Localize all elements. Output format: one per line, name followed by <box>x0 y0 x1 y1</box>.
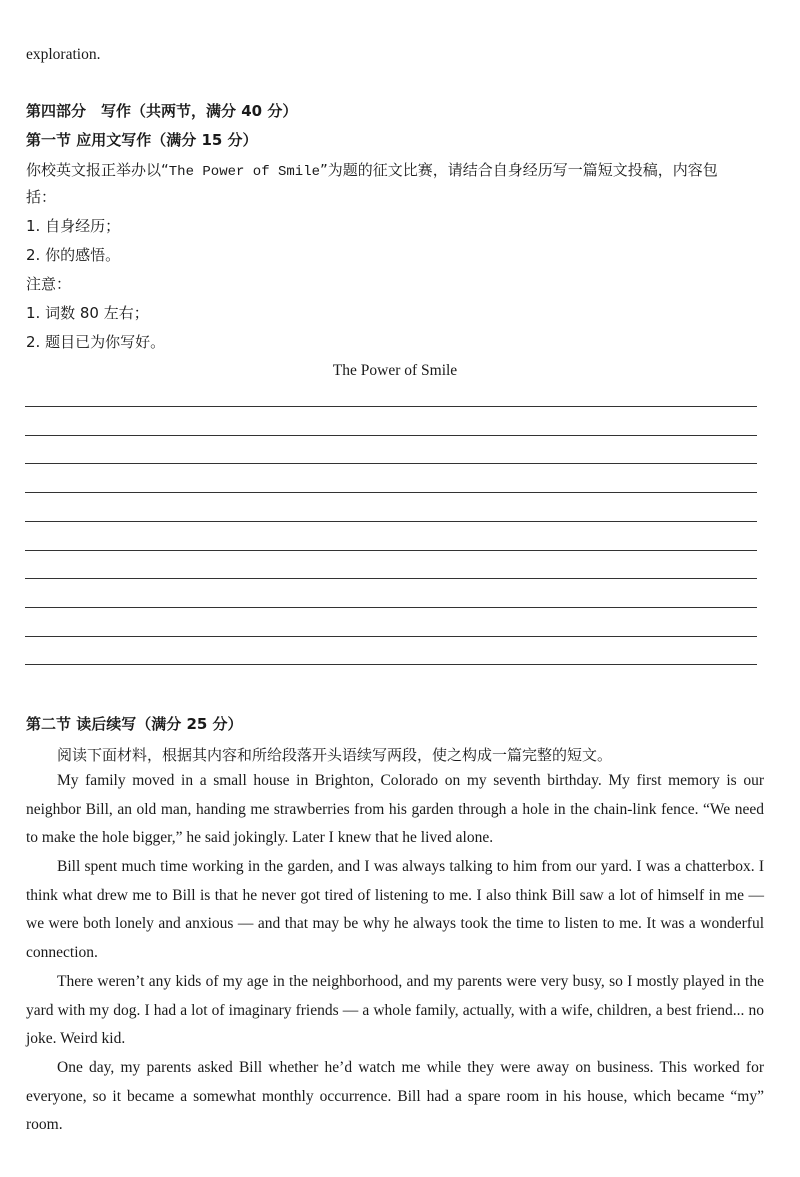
section2-instruction: 阅读下面材料，根据其内容和所给段落开头语续写两段，使之构成一篇完整的短文。 <box>57 746 613 764</box>
continuation-word: exploration. <box>26 46 101 63</box>
section1-prompt <box>26 160 718 182</box>
passage-paragraph-2: Bill spent much time working in the garden, and I was always talking to him from our yard. I was a chatterbox. I think what drew me to Bill is that he never got tired of listening to me. I also think Bill saw a lot of himself in me — we were both lonely and anxious — and that may be why he always took the time to listen to me. It was a wonderful connection. <box>26 858 764 962</box>
content-item-1: 1. 自身经历； <box>26 217 121 235</box>
note-1: 1. 词数 80 左右； <box>26 304 149 322</box>
passage-paragraph-1: My family moved in a small house in Brighton, Colorado on my seventh birthday. My first memory is our neighbor Bill, an old man, handing me strawberries from his garden through a hole in the chain-link fence. “We need to make the hole bigger,” he said jokingly. Later I knew that he lived alone. <box>26 772 764 847</box>
answer-line <box>25 607 757 608</box>
answer-line <box>25 463 757 464</box>
content-item-2: 2. 你的感悟。 <box>26 246 121 264</box>
answer-line <box>25 521 757 522</box>
section1-prompt-line2: 括： <box>26 188 57 206</box>
answer-line <box>25 578 757 579</box>
note-2: 2. 题目已为你写好。 <box>26 333 166 351</box>
essay-title: The Power of Smile <box>332 362 458 379</box>
prompt-after: ”为题的征文比赛，请结合自身经历写一篇短文投稿，内容包 <box>320 161 718 179</box>
answer-line <box>25 435 757 436</box>
prompt-topic: The Power of Smile <box>168 164 321 180</box>
section1-heading: 第一节 应用文写作（满分 15 分） <box>26 131 258 149</box>
part4-heading: 第四部分 写作（共两节，满分 40 分） <box>26 102 298 120</box>
answer-line <box>25 492 757 493</box>
prompt-before: 你校英文报正举办以“ <box>26 161 169 179</box>
answer-line <box>25 664 757 665</box>
answer-line <box>25 636 757 637</box>
passage-paragraph-3: There weren’t any kids of my age in the neighborhood, and my parents were very busy, so I mostly played in the yard with my dog. I had a lot of imaginary friends — a whole family, actually, with a wife, children, a best friend... no joke. Weird kid. <box>26 973 764 1048</box>
notes-label: 注意： <box>26 275 72 293</box>
answer-line <box>25 406 757 407</box>
section2-heading: 第二节 读后续写（满分 25 分） <box>26 715 243 733</box>
passage-paragraph-4: One day, my parents asked Bill whether he’d watch me while they were away on business. This worked for everyone, so it became a somewhat monthly occurrence. Bill had a spare room in his house, which became “my” room. <box>26 1059 764 1134</box>
answer-line <box>25 550 757 551</box>
